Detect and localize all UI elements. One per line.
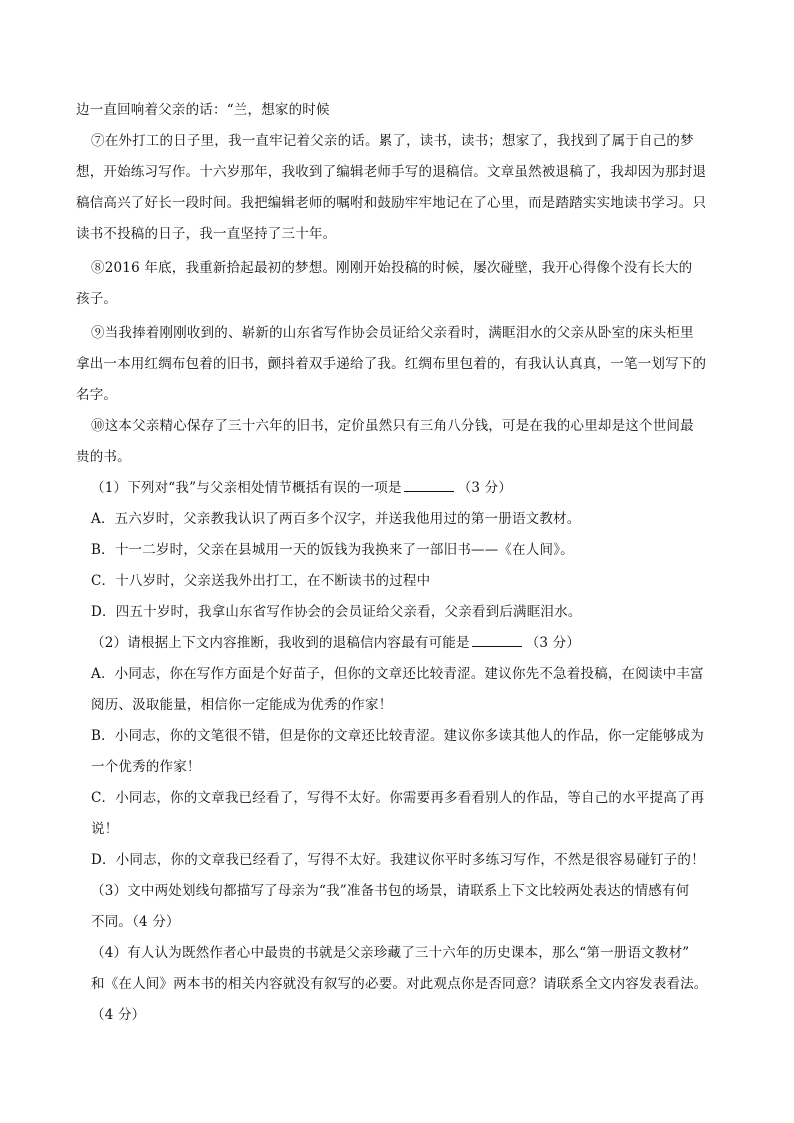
question-1-text: （1）下列对“我”与父亲相处情节概括有误的一项是 [91,480,402,496]
question-3-line-1: （3）文中两处划线句都描写了母亲为“我”准备书包的场景，请联系上下文比较两处表达的情感有何 [91,883,690,899]
question-4-line-1: （4）有人认为既然作者心中最贵的书就是父亲珍藏了三十六年的历史课本，那么“第一册语文教材” [91,945,690,961]
paragraph-7-line-3: 稿信高兴了好长一段时间。我把编辑老师的嘱咐和鼓励牢牢地记在了心里，而是踏踏实实地读书学习。只 [76,195,707,211]
paragraph-8-line-2: 孩子。 [76,291,118,307]
answer-blank [472,634,522,647]
question-1-stem [91,479,512,497]
question-2-option-c-line-2: 说！ [91,821,119,837]
question-2-option-d: D．小同志，你的文章我已经看了，写得不太好。我建议你平时多练习写作，不然是很容易碰钉子的！ [91,852,705,868]
paragraph-10-line-1: ⑩这本父亲精心保存了三十六年的旧书，定价虽然只有三角八分钱，可是在我的心里却是这个世间最 [91,418,694,434]
question-1-option-c: C．十八岁时，父亲送我外出打工，在不断读书的过程中 [91,573,431,589]
question-4-line-2: 和《在人间》两本书的相关内容就没有叙写的必要。对此观点你是否同意？请联系全文内容发表看法。 [91,976,708,992]
question-2-score: （3 分） [525,635,581,651]
paragraph-7-line-1: ⑦在外打工的日子里，我一直牢记着父亲的话。累了，读书，读书；想家了，我找到了属于自己的梦 [91,133,694,149]
paragraph-9-line-1: ⑨当我捧着刚刚收到的、崭新的山东省写作协会员证给父亲看时，满眶泪水的父亲从卧室的床头柜里 [91,325,694,341]
question-2-option-a-line-2: 阅历、汲取能量，相信你一定能成为优秀的作家！ [91,697,393,713]
paragraph-9-line-2: 拿出一本用红绸布包着的旧书，颤抖着双手递给了我。红绸布里包着的，有我认认真真，一笔一划写下的 [76,356,707,372]
question-2-option-b-line-2: 一个优秀的作家！ [91,759,201,775]
question-2-text: （2）请根据上下文内容推断，我收到的退稿信内容最有可能是 [91,635,470,651]
question-1-option-b: B．十一二岁时，父亲在县城用一天的饭钱为我换来了一部旧书——《在人间》。 [91,542,574,558]
question-2-stem [91,634,580,652]
question-1-score: （3 分） [457,480,513,496]
question-2-option-c-line-1: C．小同志，你的文章我已经看了，写得不太好。你需要再多看看别人的作品，等自己的水平提高了再 [91,790,705,806]
question-2-option-a-line-1: A．小同志，你在写作方面是个好苗子，但你的文章还比较青涩。建议你先不急着投稿，在阅读中丰富 [91,666,704,682]
paragraph-10-line-2: 贵的书。 [76,449,131,465]
paragraph-9-line-3: 名字。 [76,387,118,403]
question-3-line-2: 不同。（4 分） [91,914,180,930]
answer-blank [404,479,454,492]
question-1-option-a: A．五六岁时，父亲教我认识了两百多个汉字，并送我他用过的第一册语文教材。 [91,511,581,527]
question-1-option-d: D．四五十岁时，我拿山东省写作协会的会员证给父亲看，父亲看到后满眶泪水。 [91,604,582,620]
paragraph-8-line-1: ⑧2016 年底，我重新拾起最初的梦想。刚刚开始投稿的时候，屡次碰壁，我开心得像个没有长大的 [91,260,693,276]
question-2-option-b-line-1: B．小同志，你的文笔很不错，但是你的文章还比较青涩。建议你多读其他人的作品，你一定能够成为 [91,728,704,744]
paragraph-7-line-4: 读书不投稿的日子，我一直坚持了三十年。 [76,226,337,242]
question-4-line-3: （4 分） [91,1007,146,1023]
paragraph-6-tail: 边一直回响着父亲的话：“兰，想家的时候 [76,102,330,118]
paragraph-7-line-2: 想，开始练习写作。十六岁那年，我收到了编辑老师手写的退稿信。文章虽然被退稿了，我却因为那封退 [76,164,707,180]
